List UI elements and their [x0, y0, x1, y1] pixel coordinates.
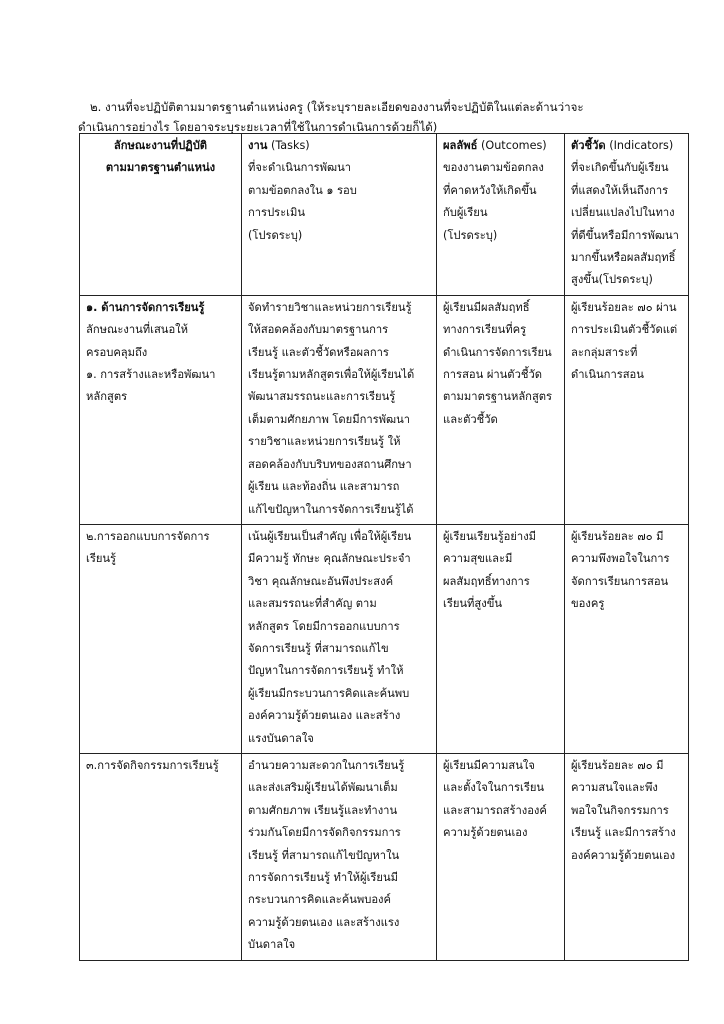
header-indicators-line: ที่แสดงให้เห็นถึงการ	[571, 183, 669, 197]
cell-line: เรียนรู้ ที่สามารถแก้ไขปัญหาใน	[248, 848, 400, 862]
cell-line: บันดาลใจ	[248, 938, 296, 952]
cell-line: และสามารถสร้างองค์	[443, 803, 547, 817]
header-characteristics	[80, 134, 242, 296]
cell-line: ลักษณะงานที่เสนอให้	[86, 323, 189, 337]
cell-line: สอดคล้องกับบริบทของสถานศึกษา	[248, 457, 412, 471]
cell-line: ๑. การสร้างและหรือพัฒนา	[86, 368, 216, 382]
table-row	[80, 524, 689, 753]
cell-line: ความสุขและมี	[443, 552, 513, 566]
cell-line: ตามมาตรฐานหลักสูตร	[443, 390, 553, 404]
header-tasks-line: (โปรดระบุ)	[248, 228, 303, 242]
cell-line: ผู้เรียนเรียนรู้อย่างมี	[443, 529, 537, 543]
cell-line: เต็มตามศักยภาพ โดยมีการพัฒนา	[248, 412, 411, 426]
cell-line: ดำเนินการจัดการเรียน	[443, 345, 552, 359]
header-tasks-line: การประเมิน	[248, 206, 306, 220]
header-tasks	[242, 134, 437, 296]
row-characteristics-cell	[80, 524, 242, 753]
cell-line: ความรู้ด้วยตนเอง และสร้างแรง	[248, 915, 400, 929]
cell-line: และส่งเสริมผู้เรียนได้พัฒนาเต็ม	[248, 781, 398, 795]
header-indicators-line: ที่จะเกิดขึ้นกับผู้เรียน	[571, 161, 669, 175]
cell-line: แก้ไขปัญหาในการจัดการเรียนรู้ได้	[248, 502, 414, 516]
cell-line: แรงบันดาลใจ	[248, 731, 314, 745]
cell-line: ของครู	[571, 597, 605, 611]
row-indicators-cell	[565, 524, 689, 753]
cell-line: ผู้เรียนร้อยละ ๗๐ ผ่าน	[571, 300, 677, 314]
header-tasks-line: ตามข้อตกลงใน ๑ รอบ	[248, 183, 357, 197]
cell-line: ความพึงพอใจในการ	[571, 552, 670, 566]
cell-line: ผู้เรียนร้อยละ ๗๐ มี	[571, 758, 664, 772]
cell-line: องค์ความรู้ด้วยตนเอง	[571, 848, 676, 862]
cell-line: หลักสูตร	[86, 390, 128, 404]
row-tasks-cell	[242, 524, 437, 753]
cell-line: ความรู้ด้วยตนเอง	[443, 826, 528, 840]
cell-line: ปัญหาในการจัดการเรียนรู้ ทำให้	[248, 664, 404, 678]
row-characteristics-cell	[80, 753, 242, 960]
header-outcomes-sub: (Outcomes)	[477, 139, 547, 152]
row-outcomes-cell	[437, 753, 565, 960]
cell-line: ทางการเรียนที่ครู	[443, 323, 527, 337]
cell-line: ความสนใจและพึง	[571, 781, 658, 795]
header-characteristics-line: ลักษณะงานที่ปฏิบัติ	[113, 139, 208, 152]
row-outcomes-cell	[437, 295, 565, 524]
cell-line: ๒.การออกแบบการจัดการ	[86, 529, 210, 543]
header-indicators-line: ที่ดีขึ้นหรือมีการพัฒนา	[571, 228, 679, 242]
cell-line: กระบวนการคิดและค้นพบองค์	[248, 893, 391, 907]
cell-line: ละกลุ่มสาระที่	[571, 345, 638, 359]
row-tasks-cell	[242, 295, 437, 524]
cell-line: วิชา คุณลักษณะอันพึงประสงค์	[248, 574, 394, 588]
table-header-row	[80, 134, 689, 296]
cell-line: การจัดการเรียนรู้ ทำให้ผู้เรียนมี	[248, 871, 399, 884]
table-row	[80, 295, 689, 524]
header-outcomes-line: กับผู้เรียน	[443, 206, 488, 220]
cell-line: องค์ความรู้ด้วยตนเอง และสร้าง	[248, 709, 401, 723]
cell-line: และตั้งใจในการเรียน	[443, 781, 545, 795]
header-indicators-line: เปลี่ยนแปลงไปในทาง	[571, 206, 675, 220]
cell-line: จัดการเรียนการสอน	[571, 574, 669, 588]
cell-line: ครอบคลุมถึง	[86, 345, 148, 359]
header-indicators-title: ตัวชี้วัด	[571, 139, 606, 152]
cell-line: ผลสัมฤทธิ์ทางการ	[443, 574, 530, 588]
section-intro	[78, 97, 690, 137]
cell-line: อำนวยความสะดวกในการเรียนรู้	[248, 758, 405, 772]
intro-line-1: ๒. งานที่จะปฏิบัติตามมาตรฐานตำแหน่งครู (ให้ระบุรายละเอียดของงานที่จะปฏิบัติในแต่ละด้านว่าจะ	[90, 100, 584, 114]
cell-line: ตามศักยภาพ เรียนรู้และทำงาน	[248, 803, 398, 817]
row-outcomes-cell	[437, 524, 565, 753]
cell-line: เรียนรู้ และตัวชี้วัดหรือผลการ	[248, 345, 389, 359]
cell-line: ดำเนินการสอน	[571, 368, 644, 382]
header-indicators-line: มากขึ้นหรือผลสัมฤทธิ์	[571, 251, 676, 265]
header-tasks-title: งาน	[248, 139, 268, 152]
standards-table	[79, 133, 689, 961]
cell-line: ผู้เรียนมีกระบวนการคิดและค้นพบ	[248, 686, 410, 700]
cell-line: มีความรู้ ทักษะ คุณลักษณะประจำ	[248, 552, 411, 566]
cell-line: ผู้เรียน และท้องถิ่น และสามารถ	[248, 480, 400, 494]
table-row	[80, 753, 689, 960]
row-characteristics-cell	[80, 295, 242, 524]
cell-line: ให้สอดคล้องกับมาตรฐานการ	[248, 323, 389, 337]
row-tasks-cell	[242, 753, 437, 960]
cell-line: เรียนที่สูงขึ้น	[443, 597, 502, 611]
header-indicators	[565, 134, 689, 296]
row-category-title: ๑. ด้านการจัดการเรียนรู้	[86, 300, 205, 314]
cell-line: จัดการเรียนรู้ ที่สามารถแก้ไข	[248, 641, 389, 655]
cell-line: และสมรรถนะที่สำคัญ ตาม	[248, 597, 377, 611]
header-indicators-line: สูงขึ้น(โปรดระบุ)	[571, 273, 653, 287]
cell-line: เน้นผู้เรียนเป็นสำคัญ เพื่อให้ผู้เรียน	[248, 529, 412, 543]
cell-line: หลักสูตร โดยมีการออกแบบการ	[248, 619, 400, 633]
header-outcomes-line: ของงานตามข้อตกลง	[443, 161, 544, 175]
header-outcomes	[437, 134, 565, 296]
header-outcomes-title: ผลลัพธ์	[443, 139, 478, 152]
header-characteristics-line: ตามมาตรฐานตำแหน่ง	[105, 161, 216, 175]
cell-line: ผู้เรียนร้อยละ ๗๐ มี	[571, 529, 664, 543]
header-outcomes-line: ที่คาดหวังให้เกิดขึ้น	[443, 183, 537, 197]
header-outcomes-line: (โปรดระบุ)	[443, 228, 498, 242]
cell-line: จัดทำรายวิชาและหน่วยการเรียนรู้	[248, 300, 412, 314]
cell-line: เรียนรู้ตามหลักสูตรเพื่อให้ผู้เรียนได้	[248, 368, 415, 382]
intro-line-2: ดำเนินการอย่างไร โดยอาจระบุระยะเวลาที่ใช้ในการดำเนินการด้วยก็ได้)	[78, 120, 438, 134]
row-indicators-cell	[565, 295, 689, 524]
cell-line: เรียนรู้ และมีการสร้าง	[571, 826, 676, 840]
cell-line: ผู้เรียนมีผลสัมฤทธิ์	[443, 300, 530, 314]
header-indicators-sub: (Indicators)	[605, 139, 674, 152]
cell-line: การประเมินตัวชี้วัดแต่	[571, 323, 678, 337]
row-indicators-cell	[565, 753, 689, 960]
cell-line: ผู้เรียนมีความสนใจ	[443, 758, 535, 772]
cell-line: เรียนรู้	[86, 552, 117, 566]
cell-line: ๓.การจัดกิจกรรมการเรียนรู้	[86, 758, 219, 772]
cell-line: รายวิชาและหน่วยการเรียนรู้ ให้	[248, 435, 401, 449]
header-tasks-line: ที่จะดำเนินการพัฒนา	[248, 161, 352, 175]
header-tasks-sub: (Tasks)	[267, 139, 310, 152]
cell-line: การสอน ผ่านตัวชี้วัด	[443, 368, 542, 382]
cell-line: ร่วมกันโดยมีการจัดกิจกรรมการ	[248, 826, 401, 840]
cell-line: พอใจในกิจกรรมการ	[571, 803, 669, 817]
cell-line: พัฒนาสมรรถนะและการเรียนรู้	[248, 390, 396, 404]
cell-line: และตัวชี้วัด	[443, 412, 498, 426]
